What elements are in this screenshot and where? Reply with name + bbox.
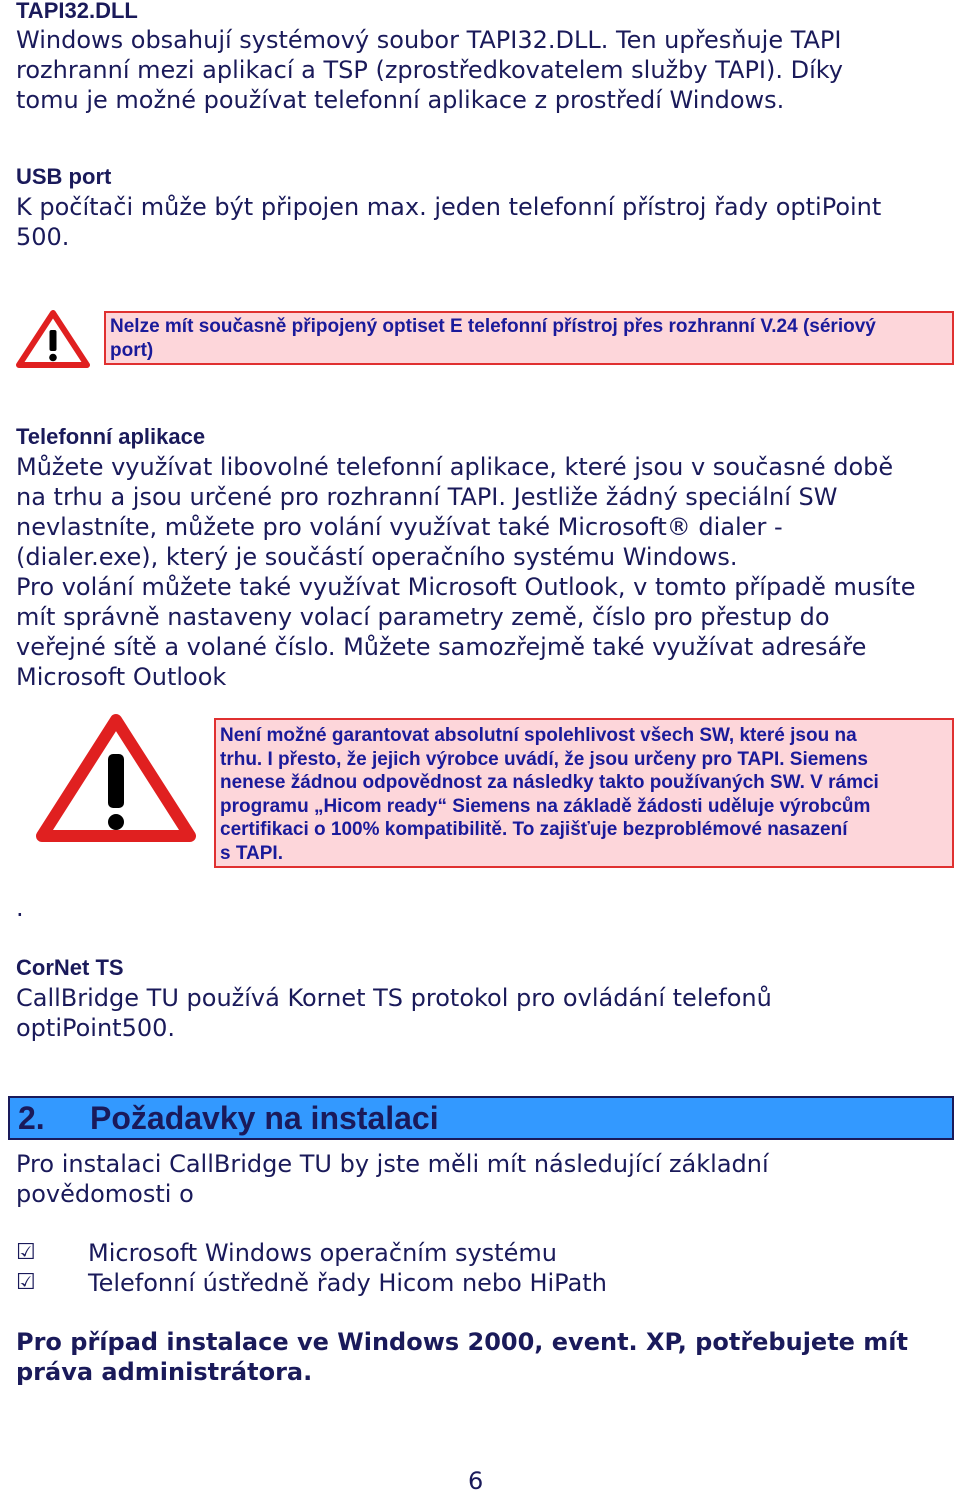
text-line: nevlastníte, můžete pro volání využívat také Microsoft® dialer - <box>16 513 783 541</box>
text-line: povědomosti o <box>16 1180 194 1208</box>
text-line: veřejné sítě a volané číslo. Můžete samozřejmě také využívat adresáře <box>16 633 867 661</box>
text-line: optiPoint500. <box>16 1014 176 1042</box>
text-line: K počítači může být připojen max. jeden telefonní přístroj řady optiPoint <box>16 193 882 221</box>
checkbox-checked-icon: ☑ <box>16 1270 36 1295</box>
text-line: Pro případ instalace ve Windows 2000, event. XP, potřebujete mít <box>16 1328 909 1356</box>
warning-text-line: s TAPI. <box>220 842 283 864</box>
warning-box-serial-port <box>104 311 954 365</box>
text-line: 500. <box>16 223 70 251</box>
heading-tapi32: TAPI32.DLL <box>16 0 138 23</box>
chapter-number: 2. <box>18 1100 45 1136</box>
requirement-item: Telefonní ústředně řady Hicom nebo HiPath <box>88 1269 607 1297</box>
warning-text-line: nenese žádnou odpovědnost za následky takto používaných SW. V rámci <box>220 772 879 793</box>
text-line: (dialer.exe), který je součástí operačního systému Windows. <box>16 543 738 571</box>
warning-text-line: Nelze mít současně připojený optiset E telefonní přístroj přes rozhranní V.24 (sériový <box>110 316 876 337</box>
paragraph-usb-port <box>16 192 881 252</box>
text-line: Pro volání můžete také využívat Microsoft Outlook, v tomto případě musíte <box>16 573 916 601</box>
text-line: CallBridge TU používá Kornet TS protokol pro ovládání telefonů <box>16 984 772 1012</box>
text-line: Windows obsahují systémový soubor TAPI32.DLL. Ten upřesňuje TAPI <box>16 26 842 54</box>
warning-text-line: certifikaci o 100% kompatibilitě. To zajišťuje bezproblémové nasazení <box>220 819 848 840</box>
requirement-item: Microsoft Windows operačním systému <box>88 1239 557 1267</box>
text-line: tomu je možné používat telefonní aplikace z prostředí Windows. <box>16 86 785 114</box>
text-line: Můžete využívat libovolné telefonní aplikace, které jsou v současné době <box>16 453 894 481</box>
text-line: práva administrátora. <box>16 1358 313 1386</box>
warning-text-line: port) <box>110 340 154 361</box>
text-line: Microsoft Outlook <box>16 663 227 691</box>
warning-text-line: trhu. I přesto, že jejich výrobce uvádí, že jsou určeny pro TAPI. Siemens <box>220 748 868 770</box>
checkbox-checked-icon: ☑ <box>16 1240 36 1265</box>
text-line: na trhu a jsou určené pro rozhranní TAPI. Jestliže žádný speciální SW <box>16 483 838 511</box>
text-line: mít správně nastaveny volací parametry země, číslo pro přestup do <box>16 603 830 631</box>
text-line: Pro instalaci CallBridge TU by jste měli mít následující základní <box>16 1150 769 1178</box>
heading-cornet-ts: CorNet TS <box>16 955 124 980</box>
paragraph-tapi32 <box>16 25 843 115</box>
heading-usb-port: USB port <box>16 164 112 189</box>
heading-telephone-apps: Telefonní aplikace <box>16 424 206 449</box>
warning-text-line: programu „Hicom ready“ Siemens na základě žádosti uděluje výrobcům <box>220 795 871 817</box>
admin-rights-note <box>16 1327 908 1387</box>
paragraph-cornet-ts <box>16 983 772 1043</box>
text-line: rozhranní mezi aplikací a TSP (zprostředkovatelem služby TAPI). Díky <box>16 56 844 84</box>
page-number: 6 <box>468 1467 484 1495</box>
chapter-title: Požadavky na instalaci <box>90 1100 439 1136</box>
chapter-heading <box>8 1096 954 1140</box>
paragraph-install-intro <box>16 1149 769 1209</box>
warning-text-line: Není možné garantovat absolutní spolehlivost všech SW, které jsou na <box>220 725 857 746</box>
paragraph-telephone-apps <box>16 452 915 692</box>
warning-triangle-icon <box>36 712 196 842</box>
stray-dot: . <box>16 894 24 922</box>
warning-triangle-icon <box>16 310 90 368</box>
warning-box-sw-reliability <box>214 718 954 868</box>
